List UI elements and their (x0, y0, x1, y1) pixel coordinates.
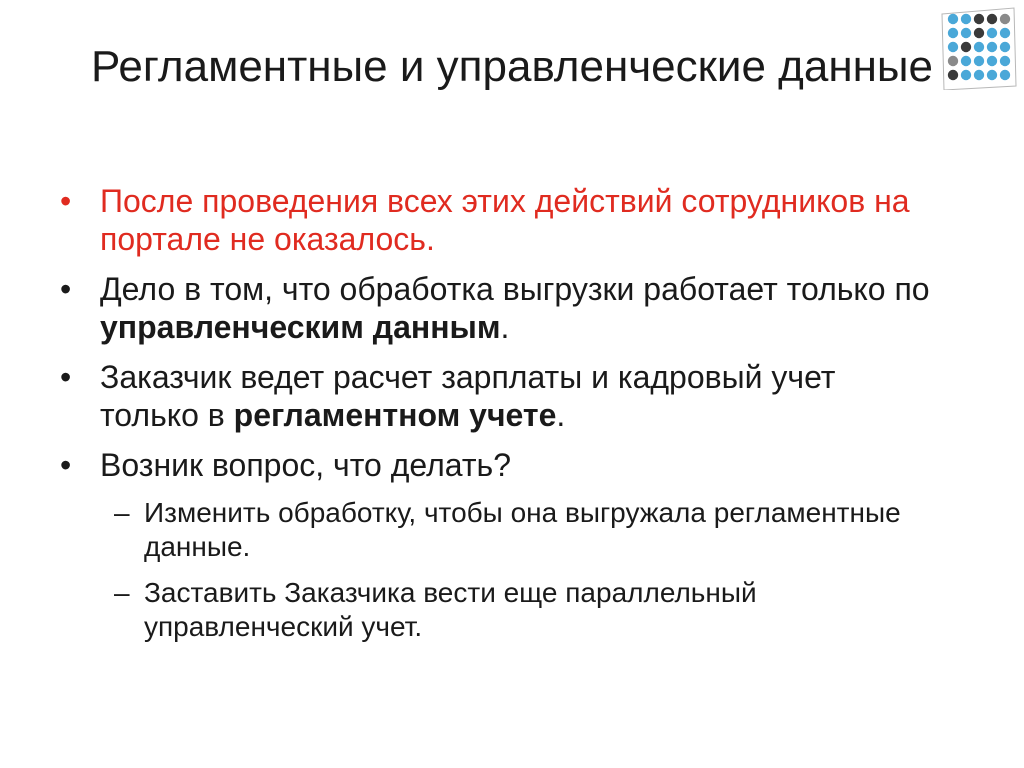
logo-dot (974, 70, 984, 80)
logo-dot (974, 14, 984, 24)
slide-title: Регламентные и управленческие данные (90, 42, 934, 91)
logo-dot (974, 28, 984, 38)
bullet-bold-text: управленческим данным (100, 309, 501, 345)
bullet-text: Заказчик ведет расчет зарплаты и кадровый учет только в (100, 359, 836, 433)
bullet-marker: • (60, 359, 72, 395)
logo-dot (948, 56, 958, 66)
logo-dot (974, 42, 984, 52)
bullet-list (60, 182, 940, 656)
logo-dot (987, 70, 997, 80)
dash-marker: – (114, 497, 130, 528)
logo-dot (987, 14, 997, 24)
bullet-text: После проведения всех этих действий сотрудников на портале не оказалось. (100, 183, 910, 257)
bullet-item-1 (60, 182, 940, 258)
dash-marker: – (114, 577, 130, 608)
bullet-text: Дело в том, что обработка выгрузки работает только по (100, 271, 930, 307)
logo-dot (974, 56, 984, 66)
logo-dot (1000, 42, 1010, 52)
logo-dot (961, 56, 971, 66)
bullet-item-3 (60, 358, 940, 434)
bullet-marker: • (60, 447, 72, 483)
logo-dot (1000, 28, 1010, 38)
logo-dot (948, 28, 958, 38)
logo-dot (948, 70, 958, 80)
dot-grid-logo-icon (938, 6, 1018, 90)
logo-dot (1000, 70, 1010, 80)
bullet-text-end: . (500, 309, 510, 345)
bullet-text-end: . (556, 397, 566, 433)
sub-bullet-text: Изменить обработку, чтобы она выгружала регламентные данные. (144, 497, 901, 562)
bullet-marker: • (60, 183, 72, 219)
bullet-bold-text: регламентном учете (233, 397, 557, 433)
logo-dot (1000, 56, 1010, 66)
sub-bullet-item-1 (60, 496, 940, 564)
bullet-item-4 (60, 446, 940, 484)
logo-dot (987, 56, 997, 66)
logo-dot (948, 14, 958, 24)
logo-dot (987, 42, 997, 52)
logo-dot (987, 28, 997, 38)
logo-dot (961, 70, 971, 80)
logo-dot (1000, 14, 1010, 24)
logo-dot (948, 42, 958, 52)
sub-bullet-text: Заставить Заказчика вести еще параллельный управленческий учет. (144, 577, 757, 642)
bullet-marker: • (60, 271, 72, 307)
bullet-text: Возник вопрос, что делать? (100, 447, 511, 483)
logo-dot (961, 28, 971, 38)
logo-dot (961, 14, 971, 24)
bullet-item-2 (60, 270, 940, 346)
logo-dot (961, 42, 971, 52)
sub-bullet-item-2 (60, 576, 940, 644)
